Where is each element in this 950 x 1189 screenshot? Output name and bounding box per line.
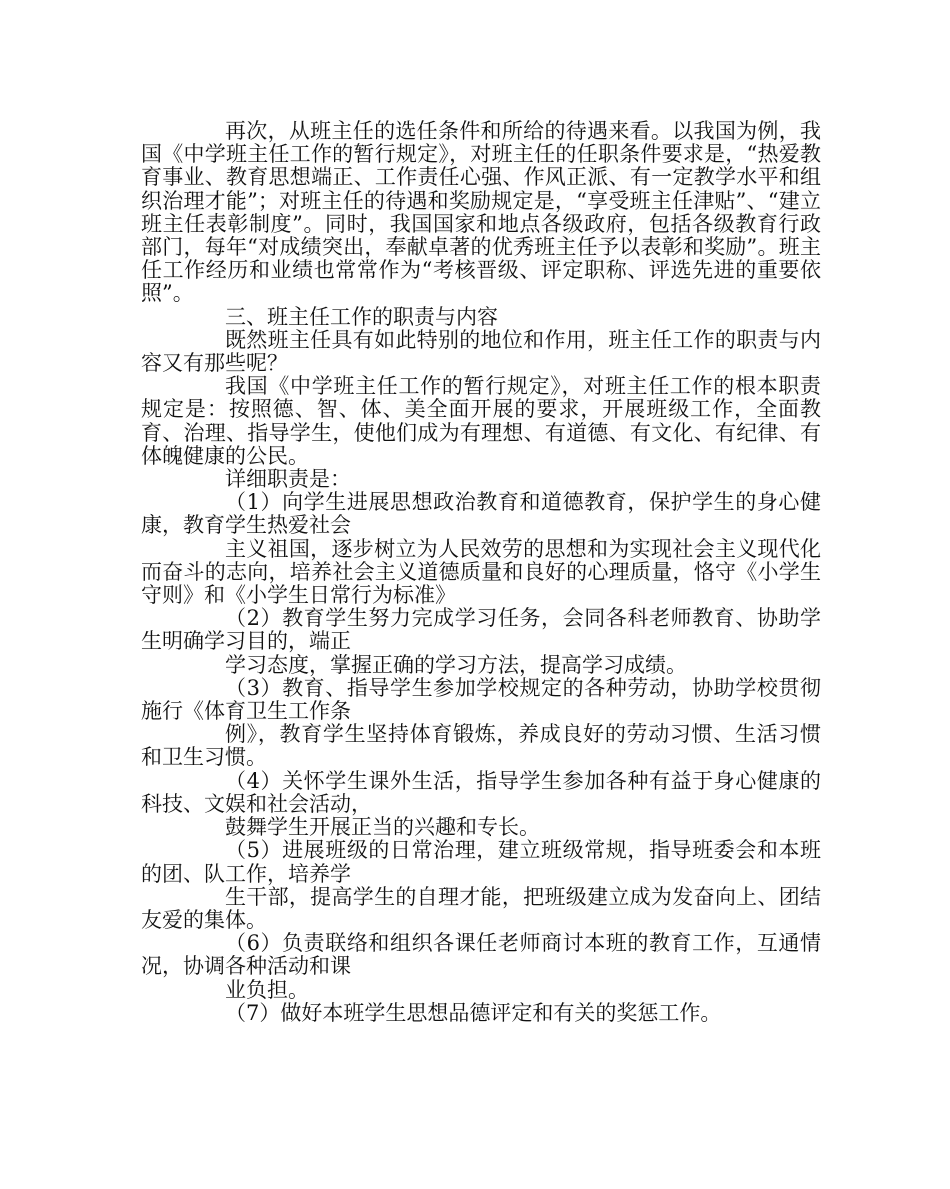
document-page [141, 120, 821, 1025]
duty-item-7: （7）做好本班学生思想品德评定和有关的奖惩工作。 [225, 1000, 722, 1025]
duty-item-1: （1）向学生进展思想政治教育和道德教育，保护学生的身心健康，教育学生热爱社会 [141, 490, 821, 538]
duty-item-6-continued: 业负担。 [225, 977, 309, 1002]
duty-item-5-continued: 生干部，提高学生的自理才能，把班级建立成为发奋向上、团结友爱的集体。 [141, 884, 821, 932]
duty-item-4: （4）关怀学生课外生活，指导学生参加各种有益于身心健康的科技、文娱和社会活动， [141, 768, 821, 816]
duty-item-4-continued: 鼓舞学生开展正当的兴趣和专长。 [225, 815, 540, 840]
paragraph-selection-conditions: 再次，从班主任的选任条件和所给的待遇来看。以我国为例，我国《中学班主任工作的暂行规定》，对班主任的任职条件要求是，“热爱教育事业、教育思想端正、工作责任心强、作风正派、有一定教学水平和组织治理才能”；对班主任的待遇和奖励规定是，“享受班主任津贴”、“建立班主任表彰制度”。同时，我国国家和地点各级政府，包括各级教育行政部门，每年“对成绩突出，奉献卓著的优秀班主任予以表彰和奖励”。班主任工作经历和业绩也常常作为“考核晋级、评定职称、评选先进的重要依照”。 [141, 119, 821, 306]
duty-item-3: （3）教育、指导学生参加学校规定的各种劳动，协助学校贯彻施行《体育卫生工作条 [141, 675, 821, 724]
duty-item-2: （2）教育学生努力完成学习任务，会同各科老师教育、协助学生明确学习目的，端正 [141, 606, 821, 654]
section-heading-duties: 三、班主任工作的职责与内容 [225, 304, 498, 329]
paragraph-question: 既然班主任具有如此特别的地位和作用，班主任工作的职责与内容又有那些呢？ [141, 327, 821, 376]
duty-item-3-continued: 例》，教育学生坚持体育锻炼，养成良好的劳动习惯、生活习惯和卫生习惯。 [141, 722, 821, 770]
paragraph-detail-intro: 详细职责是： [225, 467, 351, 492]
duty-item-1-continued: 主义祖国，逐步树立为人民效劳的思想和为实现社会主义现代化而奋斗的志向，培养社会主义道德质量和良好的心理质量，恪守《小学生守则》和《小学生日常行为标准》 [141, 536, 821, 608]
duty-item-2-continued: 学习态度，掌握正确的学习方法，提高学习成绩。 [225, 652, 687, 677]
duty-item-6: （6）负责联络和组织各课任老师商讨本班的教育工作，互通情况，协调各种活动和课 [141, 931, 821, 979]
duty-item-5: （5）进展班级的日常治理，建立班级常规，指导班委会和本班的团、队工作，培养学 [141, 838, 821, 886]
paragraph-basic-duty: 我国《中学班主任工作的暂行规定》，对班主任工作的根本职责规定是：按照德、智、体、美全面开展的要求，开展班级工作，全面教育、治理、指导学生，使他们成为有理想、有道德、有文化、有纪律、有体魄健康的公民。 [141, 374, 821, 468]
